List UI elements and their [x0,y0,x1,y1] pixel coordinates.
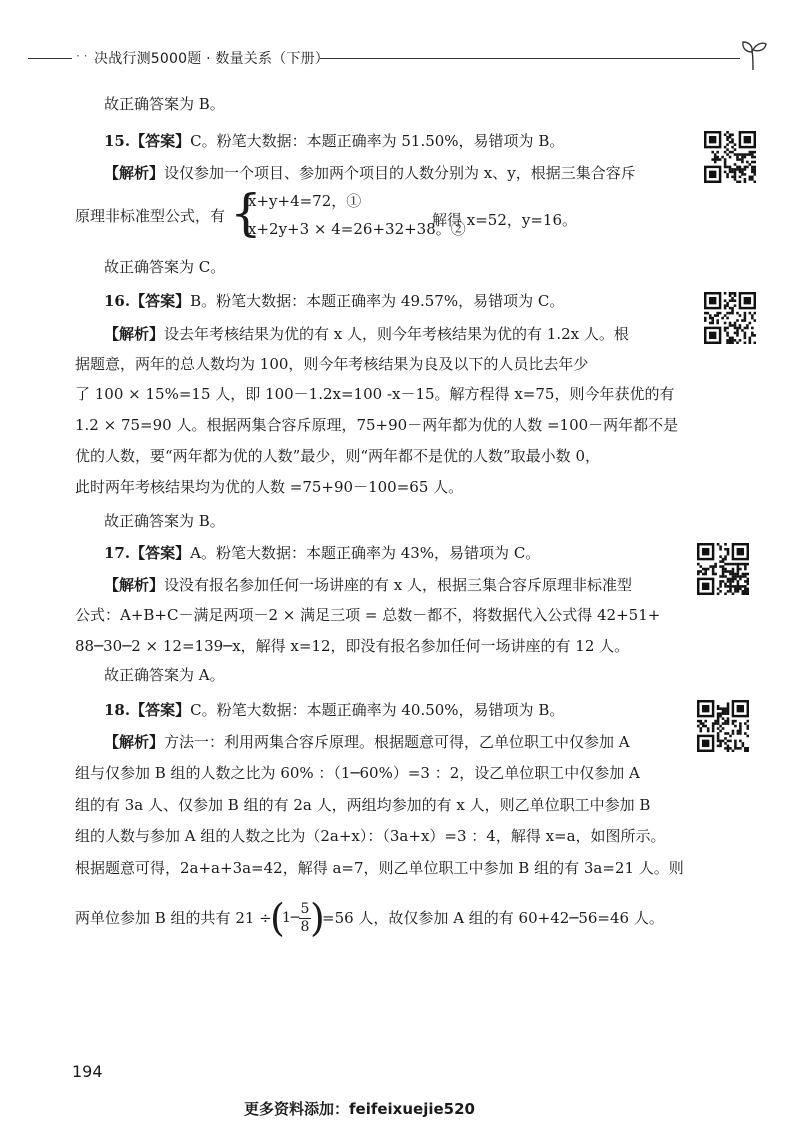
q15-answer-label: 15.【答案】 [104,132,191,150]
text-line: 优的人数，要“两年都为优的人数”最少，则“两年都不是优的人数”取最小数 0， [75,447,600,465]
text-line: 组与仅参加 B 组的人数之比为 60% ：（1─60%）=3 ：2，设乙单位职工中仅参加 A [75,764,640,782]
q18-analysis-text: 方法一：利用两集合容斥原理。根据题意可得，乙单位职工中仅参加 A [164,733,630,751]
header-dots: · · [76,49,88,63]
sprout-icon [736,38,770,72]
q18-answer-label: 18.【答案】 [104,701,191,719]
text-line-with-fraction-a: 两单位参加 B 组的共有 21 ÷ [75,909,272,927]
text-line: 组的有 3a 人、仅参加 B 组的有 2a 人，两组均参加的有 x 人，则乙单位职工中参加 B [75,796,651,814]
q18-analysis [104,732,630,752]
text-line: 此时两年考核结果均为优的人数 =75+90－100=65 人。 [75,478,464,496]
text-line: 1.2 × 75=90 人。根据两集合容斥原理，75+90－两年都为优的人数 =100－两年都不是 [75,416,679,434]
q15-analysis-label: 【解析】 [104,164,165,182]
qr-code-q15[interactable] [704,131,756,183]
fraction-expression [270,896,325,944]
page-number: 194 [72,1062,103,1081]
q15-analysis [104,163,636,183]
q17-analysis-text: 设没有报名参加任何一场讲座的有 x 人，根据三集合容斥原理非标准型 [164,576,633,594]
q16-answer [104,291,564,311]
running-header [28,44,768,72]
qr-code-q17[interactable] [697,543,749,595]
q16-analysis-label: 【解析】 [104,325,165,343]
header-rule-left [28,58,72,59]
left-paren: ( [270,896,285,940]
fraction-denominator: 8 [300,919,310,935]
q15-answer-text: C。粉笔大数据：本题正确率为 51.50%，易错项为 B。 [190,132,565,150]
q16-analysis [104,324,629,344]
text-line: 据题意，两年的总人数均为 100，则今年考核结果为良及以下的人员比去年少 [75,355,589,373]
q15-answer [104,131,564,151]
q15-analysis-text: 设仅参加一个项目、参加两个项目的人数分别为 x、y，根据三集合容斥 [164,164,636,182]
header-title: 决战行测5000题 · 数量关系（下册） [94,51,329,67]
q17-answer [104,543,540,563]
footer-contact: 更多资料添加：feifeixuejie520 [244,1100,475,1118]
q17-answer-label: 17.【答案】 [104,544,191,562]
text-line: 公式：A+B+C－满足两项－2 × 满足三项 = 总数－都不，将数据代入公式得 42+51+ [75,606,661,624]
equation-2: x+2y+3 × 4=26+32+38。② [248,220,466,238]
answer-line-16: 故正确答案为 B。 [104,512,225,530]
frac-one: 1─ [282,910,300,926]
q17-answer-text: A。粉笔大数据：本题正确率为 43%，易错项为 C。 [190,544,541,562]
fraction-numerator: 5 [300,901,310,917]
text-line: 根据题意可得，2a+a+3a=42，解得 a=7，则乙单位职工中参加 B 组的有 3a=21 人。则 [75,859,684,877]
q17-analysis [104,575,632,595]
q18-answer-text: C。粉笔大数据：本题正确率为 40.50%，易错项为 B。 [190,701,565,719]
text-line: 了 100 × 15%=15 人，即 100－1.2x=100 -x－15。解方程得 x=75，则今年获优的有 [75,385,675,403]
q15-solution: 解得 x=52，y=16。 [432,211,578,229]
answer-line-15: 故正确答案为 C。 [104,258,226,276]
answer-line-14: 故正确答案为 B。 [104,95,225,113]
q18-answer [104,700,564,720]
q16-answer-text: B。粉笔大数据：本题正确率为 49.57%，易错项为 C。 [190,292,565,310]
header-rule-right [320,58,740,59]
q18-analysis-label: 【解析】 [104,733,165,751]
q16-analysis-text: 设去年考核结果为优的有 x 人，则今年考核结果为优的有 1.2x 人。根 [164,325,629,343]
text-line-with-fraction-b: =56 人，故仅参加 A 组的有 60+42─56=46 人。 [322,909,664,927]
text-line: 组的人数与参加 A 组的人数之比为（2a+x）：（3a+x）=3 ：4，解得 x=a，如图所示。 [75,827,666,845]
brace-symbol: { [230,184,262,242]
q16-answer-label: 16.【答案】 [104,292,191,310]
right-paren: ) [310,896,325,940]
qr-code-q16[interactable] [704,292,756,344]
answer-line-17: 故正确答案为 A。 [104,666,225,684]
equation-1: x+y+4=72，① [248,192,362,210]
q17-analysis-label: 【解析】 [104,576,165,594]
q15-formula-intro: 原理非标准型公式，有 [75,207,226,225]
text-line: 88─30─2 × 12=139─x，解得 x=12，即没有报名参加任何一场讲座的有 12 人。 [75,637,630,655]
qr-code-q18[interactable] [697,700,749,752]
equation-system [230,184,466,244]
